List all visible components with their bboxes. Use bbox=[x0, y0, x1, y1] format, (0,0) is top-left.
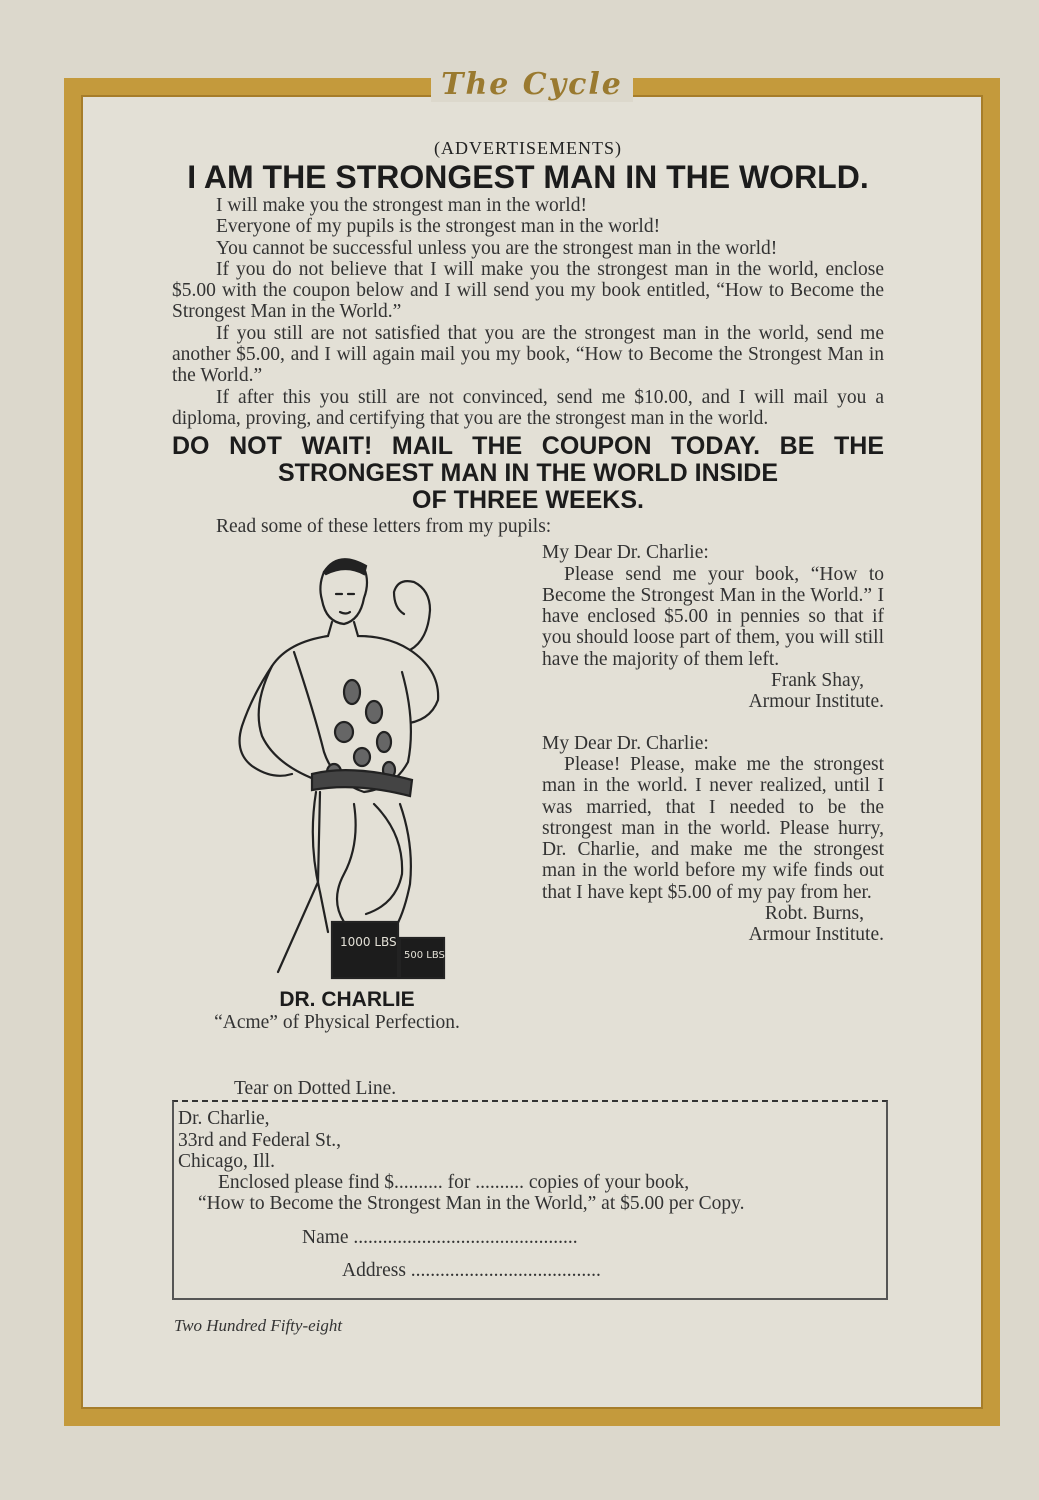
paragraph: I will make you the strongest man in the world! bbox=[216, 195, 587, 216]
coupon-enclosed-line: Enclosed please find $.......... for .......... copies of your book, bbox=[218, 1172, 690, 1194]
letters-section bbox=[172, 538, 884, 1078]
section-label: (ADVERTISEMENTS) bbox=[434, 138, 622, 158]
coupon-name-field[interactable]: Name .............................................. bbox=[302, 1226, 578, 1248]
testimonial-letters bbox=[542, 542, 884, 965]
coupon-address-field[interactable]: Address ....................................... bbox=[342, 1260, 601, 1282]
doctor-tagline: “Acme” of Physical Perfection. bbox=[214, 1012, 460, 1034]
letter-body: Please! Please, make me the strongest man in the world. I never realized, until I was married, that I needed to be the strongest man in the world. Please hurry, Dr. Charlie, and make me the strongest man in the world before my wife finds out that I have kept $5.00 of my pay from her. bbox=[542, 753, 884, 903]
paragraph: You cannot be successful unless you are the strongest man in the world! bbox=[216, 237, 778, 259]
letter-institution: Armour Institute. bbox=[748, 691, 884, 713]
cta-line-2: STRONGEST MAN IN THE WORLD INSIDE bbox=[278, 459, 778, 488]
order-coupon bbox=[172, 1100, 888, 1300]
letters-intro: Read some of these letters from my pupils: bbox=[216, 516, 552, 538]
page-footer: Two Hundred Fifty-eight bbox=[174, 1316, 343, 1335]
doctor-name: DR. CHARLIE bbox=[279, 988, 415, 1012]
cta-line-3: OF THREE WEEKS. bbox=[412, 486, 644, 515]
strongman-drawing-icon bbox=[224, 542, 454, 982]
letter-institution: Armour Institute. bbox=[748, 924, 884, 946]
letter bbox=[542, 733, 884, 946]
letter-signature: Robt. Burns, bbox=[764, 903, 864, 925]
call-to-action bbox=[172, 433, 884, 514]
masthead-bar bbox=[64, 64, 1000, 104]
paragraph: Everyone of my pupils is the strongest man in the world! bbox=[216, 216, 661, 238]
illustration-caption bbox=[172, 988, 502, 1034]
paragraph: If after this you still are not convinced, send me $10.00, and I will mail you a diploma, proving, and certifying that you are the strongest man in the world. bbox=[172, 386, 884, 429]
coupon-address-line: 33rd and Federal St., bbox=[178, 1129, 342, 1151]
ad-body bbox=[172, 195, 884, 429]
weight-left-label: 1000 LBS bbox=[340, 935, 397, 950]
cta-line-1: DO NOT WAIT! MAIL THE COUPON TODAY. BE THE bbox=[172, 432, 884, 461]
headline: I AM THE STRONGEST MAN IN THE WORLD. bbox=[187, 159, 869, 195]
letter-signature: Frank Shay, bbox=[771, 670, 864, 692]
letter-salutation: My Dear Dr. Charlie: bbox=[542, 542, 709, 564]
advertisement-content bbox=[172, 138, 884, 1300]
coupon-book-line: “How to Become the Strongest Man in the World,” at $5.00 per Copy. bbox=[198, 1193, 745, 1215]
paragraph: If you still are not satisfied that you are the strongest man in the world, send me another $5.00, and I will again mail you my book, “How to Become the Strongest Man in the World.” bbox=[172, 322, 884, 387]
coupon-address-line: Chicago, Ill. bbox=[178, 1150, 275, 1172]
weight-right-label: 500 LBS bbox=[404, 950, 445, 962]
strongman-illustration bbox=[224, 542, 454, 982]
tear-line-instruction: Tear on Dotted Line. bbox=[234, 1078, 397, 1100]
letter bbox=[542, 542, 884, 712]
coupon-address-line: Dr. Charlie, bbox=[178, 1108, 270, 1130]
letter-body: Please send me your book, “How to Become the Strongest Man in the World.” I have enclosed $5.00 in pennies so that if you should loose part of them, you will still have the majority of them left. bbox=[542, 563, 884, 670]
masthead-title: The Cycle bbox=[431, 67, 633, 102]
letter-salutation: My Dear Dr. Charlie: bbox=[542, 732, 709, 754]
paragraph: If you do not believe that I will make you the strongest man in the world, enclose $5.00 with the coupon below and I will send you my book entitled, “How to Become the Strongest Man in the World.” bbox=[172, 258, 884, 323]
